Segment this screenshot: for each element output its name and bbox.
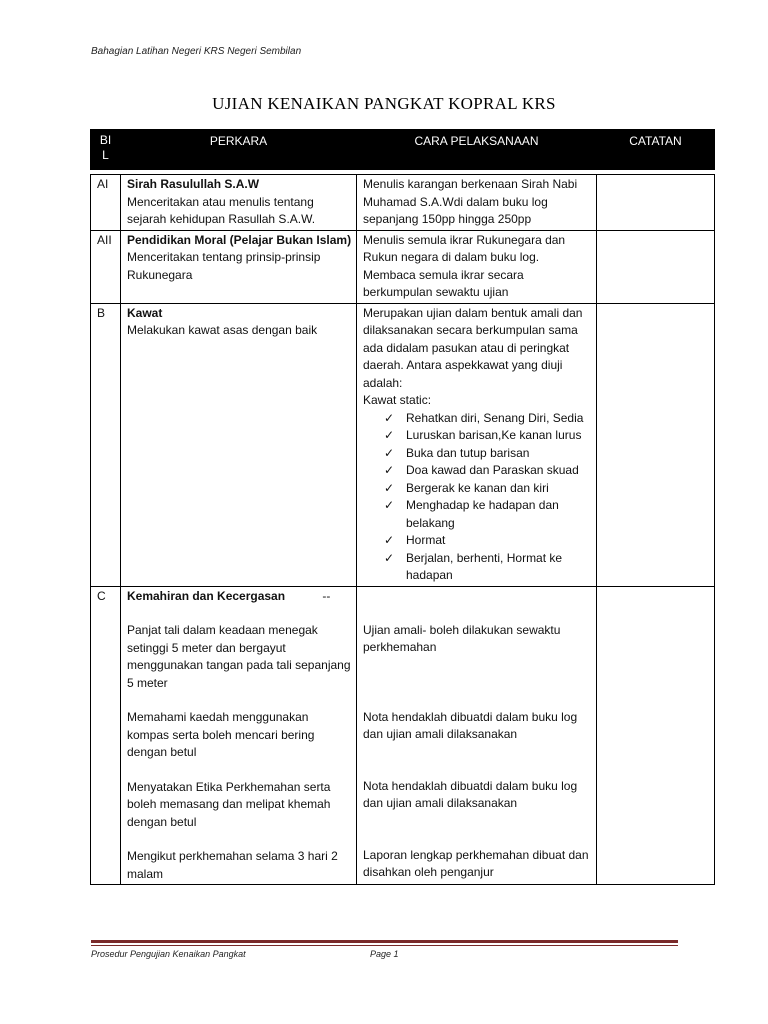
perkara-title: Kawat: [127, 305, 163, 320]
row-bil: C: [91, 586, 121, 885]
check-icon: ✓: [384, 463, 395, 477]
document-title: UJIAN KENAIKAN PANGKAT KOPRAL KRS: [212, 94, 556, 113]
row-cara: [357, 586, 597, 885]
check-icon: ✓: [384, 533, 395, 547]
list-item-text: Rehatkan diri, Senang Diri, Sedia: [406, 410, 584, 425]
row-cara: Menulis semula ikrar Rukunegara dan Rukun negara di dalam buku log. Membaca semula ikrar secara berkumpulan sewaktu ujian: [357, 230, 597, 303]
page-number: Page 1: [370, 949, 399, 959]
check-icon: ✓: [384, 410, 395, 425]
list-item: [384, 427, 592, 445]
header-bil: BI L: [91, 130, 121, 170]
row-perkara: [121, 586, 357, 885]
perkara-desc: Menceritakan tentang prinsip-prinsip Rukunegara: [127, 250, 321, 282]
page-header: Bahagian Latihan Negeri KRS Negeri Sembilan: [91, 46, 302, 57]
table-row: [91, 303, 715, 586]
list-item-text: Menghadap ke hadapan dan belakang: [406, 498, 559, 530]
cara-sub: Kawat static:: [363, 393, 432, 407]
perkara-item: Mengikut perkhemahan selama 3 hari 2 malam: [127, 849, 338, 881]
perkara-desc: Menceritakan atau menulis tentang sejarah kehidupan Rasullah S.A.W.: [127, 194, 316, 226]
row-catatan: [597, 175, 715, 231]
row-catatan: [597, 303, 715, 586]
list-item: [384, 532, 592, 550]
perkara-title: Pendidikan Moral (Pelajar Bukan Islam): [127, 232, 352, 247]
table-header-row: [91, 130, 715, 170]
check-icon: ✓: [384, 550, 395, 565]
check-icon: ✓: [384, 445, 395, 460]
check-icon: ✓: [384, 480, 395, 495]
perkara-desc: Melakukan kawat asas dengan baik: [127, 323, 318, 337]
perkara-item: Memahami kaedah menggunakan kompas serta boleh mencari bering dengan betul: [127, 710, 315, 759]
list-item-text: Doa kawad dan Paraskan skuad: [406, 463, 579, 477]
perkara-item: Panjat tali dalam keadaan menegak setinggi 5 meter dan bergayut menggunakan tangan pada tali sepanjang 5 meter: [127, 623, 351, 690]
list-item: [384, 497, 592, 532]
list-item-text: Bergerak ke kanan dan kiri: [406, 480, 549, 495]
header-catatan: CATATAN: [597, 130, 715, 170]
perkara-title-line: [127, 588, 352, 606]
table-row: [91, 175, 715, 231]
list-item: [384, 480, 592, 498]
cara-item: Laporan lengkap perkhemahan dibuat dan disahkan oleh penganjur: [363, 847, 589, 879]
cara-item: Ujian amali- boleh dilakukan sewaktu perkhemahan: [363, 622, 561, 654]
list-item-text: Berjalan, berhenti, Hormat ke hadapan: [406, 550, 563, 582]
row-bil: AI: [91, 175, 121, 231]
row-perkara: [121, 303, 357, 586]
check-icon: ✓: [384, 428, 395, 442]
cara-item: Nota hendaklah dibuatdi dalam buku log dan ujian amali dilaksanakan: [363, 778, 578, 810]
footer-title: Prosedur Pengujian Kenaikan Pangkat: [91, 949, 246, 959]
cara-item: Nota hendaklah dibuatdi dalam buku log dan ujian amali dilaksanakan: [363, 709, 578, 741]
list-item-text: Hormat: [406, 533, 446, 547]
row-perkara: [121, 230, 357, 303]
exam-table: [90, 129, 715, 885]
row-bil: B: [91, 303, 121, 586]
perkara-title: Kemahiran dan Kecergasan: [127, 588, 286, 603]
table-row: [91, 586, 715, 885]
row-catatan: [597, 230, 715, 303]
list-item: [384, 462, 592, 480]
list-item: [384, 410, 592, 428]
row-cara: Menulis karangan berkenaan Sirah Nabi Muhamad S.A.Wdi dalam buku log sepanjang 150pp hingga 250pp: [357, 175, 597, 231]
header-cara: CARA PELAKSANAAN: [357, 130, 597, 170]
perkara-title: Sirah Rasulullah S.A.W: [127, 177, 260, 191]
row-cara: [357, 303, 597, 586]
row-perkara: [121, 175, 357, 231]
check-icon: ✓: [384, 498, 395, 512]
list-item: [384, 550, 592, 585]
row-catatan: [597, 586, 715, 885]
header-perkara: PERKARA: [121, 130, 357, 170]
row-bil: AII: [91, 230, 121, 303]
list-item-text: Luruskan barisan,Ke kanan lurus: [406, 428, 582, 442]
cara-intro: Merupakan ujian dalam bentuk amali dan dilaksanakan secara berkumpulan sama ada didalam pasukan atau di peringkat daerah. Antara aspekkawat yang diuji adalah:: [363, 305, 583, 390]
table-row: [91, 230, 715, 303]
list-item: [384, 445, 592, 463]
perkara-title-suffix: --: [322, 588, 331, 603]
footer-divider: [91, 940, 678, 946]
perkara-item: Menyatakan Etika Perkhemahan serta boleh memasang dan melipat khemah dengan betul: [127, 779, 331, 829]
kawat-checklist: [363, 410, 592, 585]
list-item-text: Buka dan tutup barisan: [406, 445, 530, 460]
